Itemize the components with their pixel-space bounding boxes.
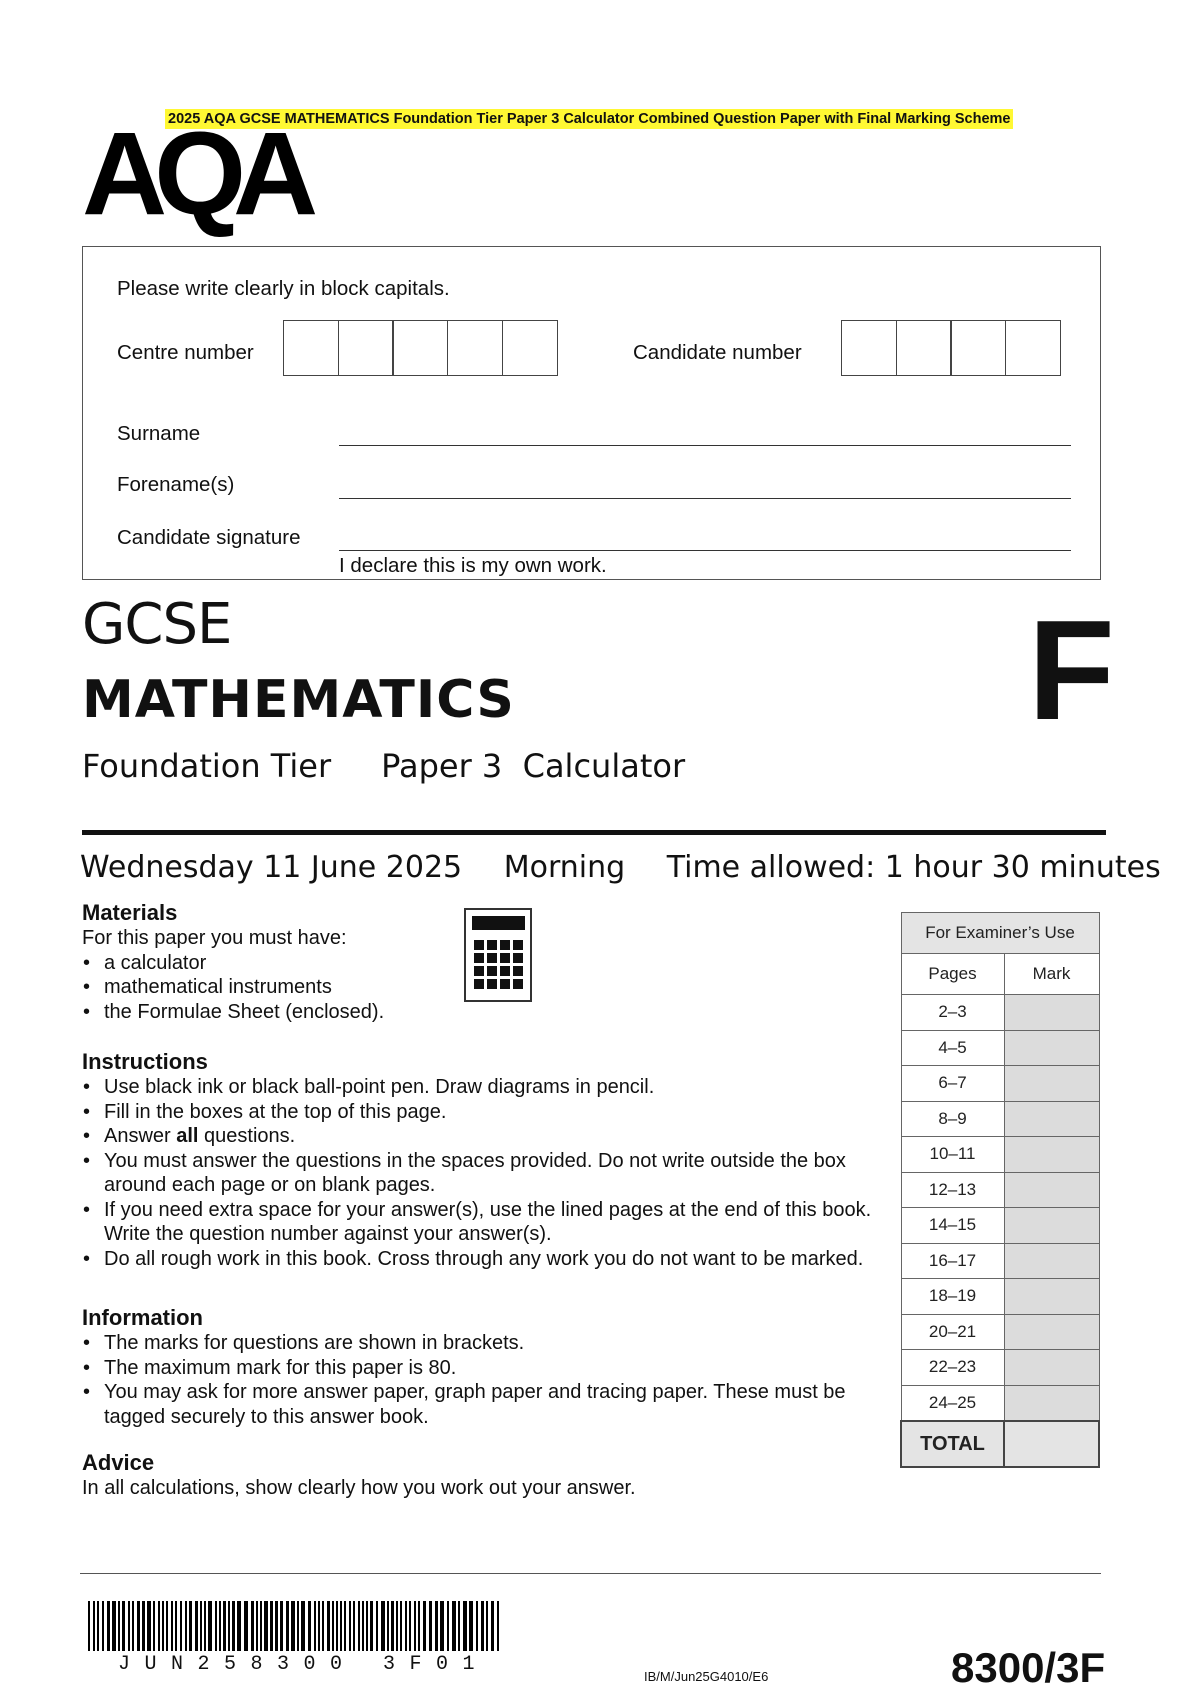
table-row-pages: 12–13 <box>901 1172 1004 1208</box>
mark-cell <box>1004 995 1099 1031</box>
table-row-pages: 8–9 <box>901 1101 1004 1137</box>
document-banner: 2025 AQA GCSE MATHEMATICS Foundation Tier Paper 3 Calculator Combined Question Paper with Final Marking Scheme <box>165 109 1013 129</box>
exam-date-line <box>80 848 1161 888</box>
candidate-number-digit-box[interactable] <box>950 320 1006 376</box>
table-row-pages: 22–23 <box>901 1350 1004 1386</box>
table-row-pages: 20–21 <box>901 1314 1004 1350</box>
centre-number-field[interactable] <box>283 320 557 376</box>
instructions-section <box>82 1049 872 1271</box>
list-item: • The marks for questions are shown in brackets. <box>82 1331 872 1356</box>
pages-column-header: Pages <box>901 954 1004 995</box>
paper-label: Paper 3 Calculator <box>381 747 686 785</box>
examiners-use-title: For Examiner’s Use <box>901 913 1099 954</box>
barcode-text: JUN258300 3F01 <box>118 1653 490 1676</box>
mark-cell <box>1004 1172 1099 1208</box>
aqa-logo: AQA <box>82 108 306 240</box>
list-item: • Do all rough work in this book. Cross through any work you do not want to be marked. <box>82 1247 872 1272</box>
mark-cell <box>1004 1279 1099 1315</box>
subject-title: MATHEMATICS <box>82 670 515 730</box>
advice-heading: Advice <box>82 1450 155 1475</box>
tier-letter: F <box>1028 591 1115 750</box>
advice-section <box>82 1450 872 1501</box>
information-section <box>82 1305 872 1429</box>
candidate-details-box <box>82 246 1101 580</box>
forename-field[interactable] <box>339 498 1071 499</box>
surname-label: Surname <box>117 422 201 445</box>
forename-label: Forename(s) <box>117 473 235 496</box>
block-capitals-instruction: Please write clearly in block capitals. <box>117 277 450 300</box>
centre-number-digit-box[interactable] <box>447 320 503 376</box>
tier-label: Foundation Tier <box>82 747 332 785</box>
mark-cell <box>1004 1385 1099 1421</box>
materials-intro: For this paper you must have: <box>82 927 347 949</box>
list-item: • Fill in the boxes at the top of this page. <box>82 1100 872 1125</box>
table-row-pages: 10–11 <box>901 1137 1004 1173</box>
signature-field[interactable] <box>339 550 1071 551</box>
mark-cell <box>1004 1030 1099 1066</box>
surname-field[interactable] <box>339 445 1071 446</box>
title-divider <box>82 830 1106 835</box>
signature-label: Candidate signature <box>117 526 301 549</box>
mark-cell <box>1004 1066 1099 1102</box>
candidate-number-field[interactable] <box>841 320 1060 376</box>
mark-cell <box>1004 1137 1099 1173</box>
time-allowed: Time allowed: 1 hour 30 minutes <box>666 850 1161 885</box>
examiners-use-table <box>900 912 1100 1468</box>
candidate-number-digit-box[interactable] <box>1005 320 1061 376</box>
centre-number-digit-box[interactable] <box>502 320 558 376</box>
paper-subtitle <box>82 746 685 786</box>
document-reference: IB/M/Jun25G4010/E6 <box>644 1669 769 1684</box>
calculator-icon <box>464 908 532 1002</box>
total-mark-cell <box>1004 1421 1099 1467</box>
centre-number-label: Centre number <box>117 341 254 364</box>
declaration-text: I declare this is my own work. <box>339 554 607 577</box>
instructions-list <box>82 1075 872 1271</box>
advice-text: In all calculations, show clearly how you work out your answer. <box>82 1477 636 1499</box>
table-row-pages: 24–25 <box>901 1385 1004 1421</box>
table-row-pages: 4–5 <box>901 1030 1004 1066</box>
list-item: • The maximum mark for this paper is 80. <box>82 1356 872 1381</box>
candidate-number-digit-box[interactable] <box>896 320 952 376</box>
table-row-pages: 6–7 <box>901 1066 1004 1102</box>
candidate-number-label: Candidate number <box>633 341 802 364</box>
centre-number-digit-box[interactable] <box>392 320 448 376</box>
centre-number-digit-box[interactable] <box>338 320 394 376</box>
candidate-number-digit-box[interactable] <box>841 320 897 376</box>
mark-cell <box>1004 1243 1099 1279</box>
list-item: • the Formulae Sheet (enclosed). <box>82 1000 862 1025</box>
materials-heading: Materials <box>82 900 178 925</box>
instructions-heading: Instructions <box>82 1049 208 1074</box>
list-item: • If you need extra space for your answer(s), use the lined pages at the end of this book. Write the question number against your answer(s). <box>82 1198 872 1247</box>
list-item: • You must answer the questions in the spaces provided. Do not write outside the box around each page or on blank pages. <box>82 1149 872 1198</box>
mark-cell <box>1004 1208 1099 1244</box>
information-list <box>82 1331 872 1429</box>
mark-cell <box>1004 1101 1099 1137</box>
list-item: • mathematical instruments <box>82 975 862 1000</box>
exam-session: Morning <box>503 850 626 885</box>
barcode-image <box>88 1601 500 1651</box>
total-label: TOTAL <box>901 1421 1004 1467</box>
table-row-pages: 18–19 <box>901 1279 1004 1315</box>
table-row-pages: 2–3 <box>901 995 1004 1031</box>
information-heading: Information <box>82 1305 203 1330</box>
table-row-pages: 16–17 <box>901 1243 1004 1279</box>
list-item: • a calculator <box>82 951 862 976</box>
list-item: • Use black ink or black ball-point pen. Draw diagrams in pencil. <box>82 1075 872 1100</box>
list-item: • You may ask for more answer paper, graph paper and tracing paper. These must be tagged securely to this answer book. <box>82 1380 872 1429</box>
paper-code: 8300/3F <box>951 1644 1106 1691</box>
qualification-title: GCSE <box>82 592 232 657</box>
footer-divider <box>80 1573 1101 1574</box>
exam-date: Wednesday 11 June 2025 <box>80 850 463 885</box>
centre-number-digit-box[interactable] <box>283 320 339 376</box>
list-item: • Answer all questions. <box>82 1124 872 1149</box>
mark-cell <box>1004 1314 1099 1350</box>
mark-cell <box>1004 1350 1099 1386</box>
mark-column-header: Mark <box>1004 954 1099 995</box>
table-row-pages: 14–15 <box>901 1208 1004 1244</box>
